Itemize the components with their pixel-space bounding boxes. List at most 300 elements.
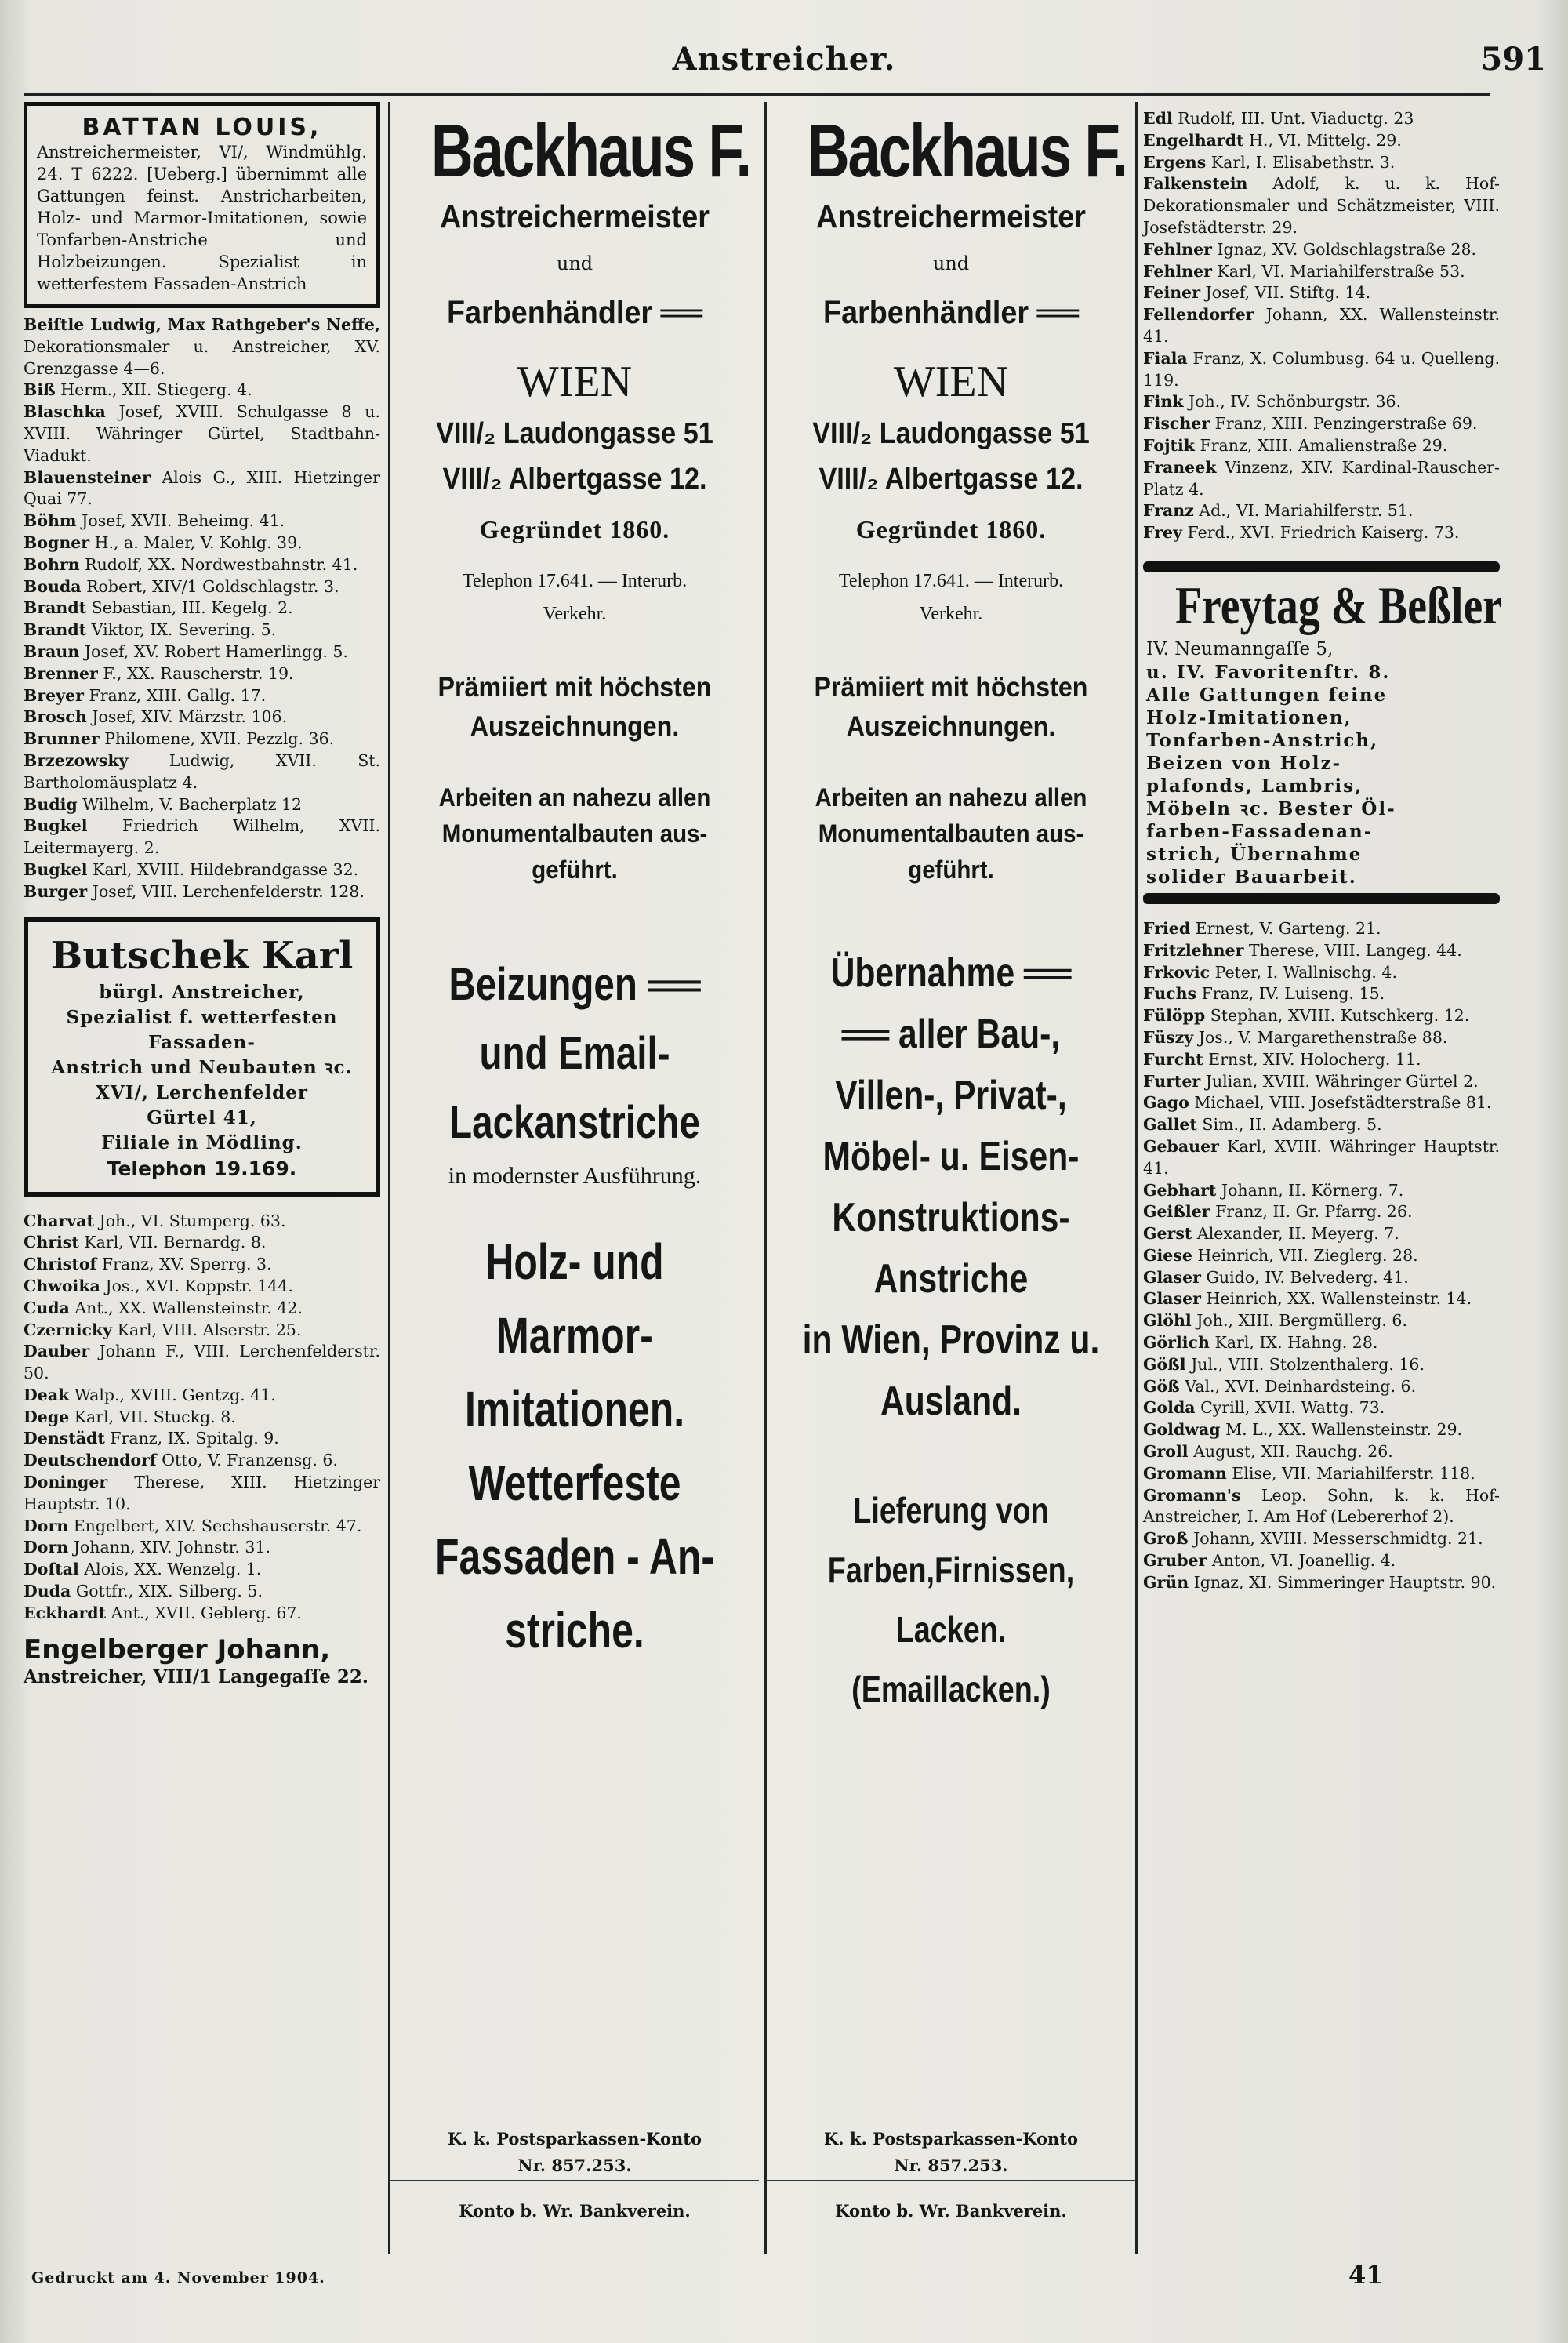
ad-brand: Backhaus F. (807, 109, 1127, 193)
entry-name: Fülöpp (1143, 1006, 1206, 1026)
list-item (1143, 261, 1500, 283)
list-item (1143, 457, 1500, 501)
entry-text: Heinrich, VII. Zieglerg. 28. (1197, 1245, 1418, 1265)
freytag-line: strich, Übernahme (1146, 843, 1363, 865)
list-item (1143, 435, 1500, 457)
entry-text: Therese, VIII. Langeg. 44. (1248, 940, 1462, 960)
entry-text: H., a. Maler, V. Kohlg. 39. (94, 532, 303, 552)
entry-name: Doſtal (24, 1560, 79, 1579)
entry-text: Val., XVI. Deinhardsteing. 6. (1185, 1376, 1417, 1396)
entry-text: Johann, XIV. Johnstr. 31. (73, 1538, 270, 1557)
list-item (1143, 1223, 1500, 1245)
list-item (24, 663, 380, 685)
entry-text: Guido, IV. Belvederg. 41. (1206, 1267, 1409, 1287)
freytag-line: Möbeln ꝛc. Bester Öl- (1146, 797, 1396, 819)
entry-text: Gottfr., XIX. Silberg. 5. (75, 1582, 263, 1601)
list-item (24, 510, 380, 532)
entry-text: Stephan, XVIII. Kutschkerg. 12. (1210, 1006, 1470, 1026)
entry-text: Jos., V. Margarethenstraße 88. (1198, 1027, 1448, 1047)
entry-name: Gruber (1143, 1551, 1207, 1571)
entry-name: Furcht (1143, 1049, 1203, 1069)
freytag-line: plafonds, Lambris, (1146, 775, 1363, 797)
entry-text: Karl, IX. Hahng. 28. (1214, 1333, 1378, 1353)
entry-text: Karl, VII. Stuckg. 8. (74, 1407, 236, 1426)
entry-text: August, XII. Rauchg. 26. (1193, 1442, 1393, 1462)
battan-name: BATTAN LOUIS, (82, 114, 322, 141)
ad-line: Marmor- (496, 1307, 653, 1364)
ad-line: Übernahme ══ (830, 950, 1072, 996)
list-item (24, 1298, 380, 1320)
entry-name: Gößl (1143, 1354, 1186, 1374)
entry-name: Dorn (24, 1516, 69, 1535)
list-item (24, 619, 380, 641)
entry-name: Blaschka (24, 402, 106, 422)
ad-address-1: VIII/₂ Laudongasse 51 (436, 417, 713, 450)
list-item (24, 532, 380, 554)
entry-name: Doninger (24, 1473, 108, 1492)
entry-name: Franeek (1143, 457, 1217, 477)
entry-text: Adolf, k. u. k. Hof-Dekorationsmaler und Schätzmeister, VIII. Josefstädterstr. 29. (1143, 174, 1500, 237)
entry-name: Christ (24, 1233, 79, 1252)
entry-text: Karl, XVIII. Hildebrandgasse 32. (93, 859, 359, 879)
entry-name: Frkovic (1143, 962, 1210, 982)
entry-name: Bouda (24, 576, 82, 596)
engelberger-name: Engelberger Johann, (24, 1633, 331, 1666)
entry-name: Gago (1143, 1093, 1189, 1113)
entry-name: Bugkel (24, 859, 88, 879)
entry-text: Josef, XIV. Märzstr. 106. (92, 707, 288, 727)
ad-works-2: Monumentalbauten aus- (441, 819, 708, 848)
entry-name: Deak (24, 1385, 70, 1404)
list-item (24, 750, 380, 794)
freytag-line: Alle Gattungen feine (1146, 684, 1388, 706)
list-item (24, 1537, 380, 1559)
list-item (24, 1581, 380, 1603)
entry-text: Ignaz, XV. Goldschlagstraße 28. (1217, 239, 1477, 259)
list-item (24, 1603, 380, 1625)
entry-name: Dauber (24, 1342, 90, 1361)
entry-text: Ant., XX. Wallensteinstr. 42. (74, 1298, 303, 1317)
entry-name: Fojtik (1143, 435, 1195, 455)
entry-name: Fehlner (1143, 239, 1212, 259)
entry-name: Eckhardt (24, 1603, 107, 1622)
list-item (1143, 918, 1500, 940)
entry-text: Karl, VII. Bernardg. 8. (84, 1233, 267, 1252)
list-item (24, 859, 380, 881)
engelberger-text: Anstreicher, VIII/1 Langegaſſe 22. (24, 1666, 368, 1687)
entry-name: Fehlner (1143, 261, 1212, 281)
list-item (1143, 1441, 1500, 1463)
entry-text: Alois G., XIII. Hietzinger Quai 77. (24, 467, 380, 509)
entry-text: M. L., XX. Wallensteinstr. 29. (1225, 1420, 1463, 1440)
ad-city: WIEN (893, 358, 1009, 406)
list-item (24, 380, 380, 401)
entry-name: Brenner (24, 663, 98, 683)
freytag-line: Holz-Imitationen, (1146, 707, 1352, 728)
entry-name: Duda (24, 1582, 71, 1601)
butschek-line: Gürtel 41, (147, 1106, 257, 1128)
ad-dealer: Farbenhändler ══ (447, 294, 702, 330)
list-item (24, 1211, 380, 1233)
list-item (1143, 1550, 1500, 1572)
entry-text: Ad., VI. Mariahilferstr. 51. (1199, 501, 1414, 521)
entry-name: Gebauer (1143, 1136, 1219, 1156)
ad-line: ══ aller Bau-, (841, 1012, 1061, 1057)
ad-bank-3: Konto b. Wr. Bankverein. (459, 2201, 691, 2221)
freytag-line: u. IV. Favoritenſtr. 8. (1146, 661, 1391, 683)
entry-text: Franz, II. Gr. Pfarrg. 26. (1215, 1202, 1413, 1222)
ad-line: Möbel- u. Eisen- (822, 1134, 1080, 1179)
entry-text: Johann, II. Körnerg. 7. (1221, 1180, 1404, 1200)
entry-text: Heinrich, XX. Wallensteinstr. 14. (1206, 1289, 1472, 1309)
butschek-phone: Telephon 19.169. (107, 1157, 297, 1180)
list-item (1143, 1288, 1500, 1310)
list-item (24, 1232, 380, 1254)
list-item (1143, 239, 1500, 261)
entry-text: Ferd., XVI. Friedrich Kaiserg. 73. (1187, 523, 1460, 543)
entry-text: Sebastian, III. Kegelg. 2. (91, 598, 293, 618)
entry-name: Deutschendorf (24, 1451, 157, 1470)
entry-name: Goldwag (1143, 1420, 1221, 1440)
list-item (1143, 348, 1500, 392)
ad-line: Holz- und (485, 1233, 664, 1290)
entry-name: Geißler (1143, 1202, 1210, 1222)
entry-text: Rudolf, XX. Nordwestbahnstr. 41. (85, 554, 358, 574)
ad-works-1: Arbeiten an nahezu allen (438, 783, 711, 812)
entry-text: Johann F., VIII. Lerchenfelderstr. 50. (24, 1342, 380, 1383)
ad-line: Villen-, Privat-, (835, 1073, 1067, 1118)
entry-name: Bohrn (24, 554, 80, 574)
list-item (1143, 1092, 1500, 1114)
entry-name: Gallet (1143, 1115, 1197, 1135)
entry-text: Franz, IV. Luiseng. 15. (1201, 984, 1385, 1004)
ad-founded: Gegründet 1860. (855, 515, 1047, 543)
entry-name: Giese (1143, 1245, 1192, 1265)
ad-rule (767, 2180, 1135, 2181)
ad-line: Lackanstriche (449, 1097, 700, 1148)
list-item (1143, 1310, 1500, 1332)
entry-name: Czernicky (24, 1320, 113, 1339)
freytag-line: Beizen von Holz- (1146, 752, 1342, 774)
list-item (1143, 1354, 1500, 1376)
battan-body: Anstreichermeister, VI/, Windmühlg. 24. T 6222. [Ueberg.] übernimmt alle Gattungen feinst. Anstricharbeiten, Holz- und Marmor-Imitationen, sowie Tonfarben-Anstriche und Holzbeizungen. Spezialist in wetterfestem Fassaden-Anstrich (37, 143, 367, 293)
entry-text: Rudolf, III. Unt. Viaductg. 23 (1178, 109, 1414, 128)
entry-text: Engelbert, XIV. Sechshauserstr. 47. (73, 1516, 362, 1535)
list-item (1143, 522, 1500, 544)
freytag-line: Tonfarben-Anstrich, (1146, 729, 1379, 751)
entry-name: Golda (1143, 1398, 1196, 1418)
list-item (24, 728, 380, 750)
signature-number: 41 (1348, 2260, 1384, 2290)
ad-works-3: geführt. (908, 855, 994, 884)
entry-name: Glaser (1143, 1267, 1201, 1287)
freytag-line: solider Bauarbeit. (1146, 866, 1357, 888)
list-item (24, 1516, 380, 1538)
entry-text: Friedrich Wilhelm, XVII. Leitermayerg. 2. (24, 816, 380, 858)
entry-name: Groß (1143, 1529, 1189, 1549)
battan-ad-box (24, 102, 380, 308)
entry-text: Jul., VIII. Stolzenthalerg. 16. (1191, 1354, 1425, 1374)
entry-name: Fellendorfer (1143, 305, 1254, 325)
list-item (24, 881, 380, 903)
entry-name: Fink (1143, 392, 1184, 412)
list-item (1143, 1027, 1500, 1049)
page-heading: Anstreicher. (672, 41, 896, 78)
entry-name: Brzezowsky (24, 750, 129, 770)
freytag-line: farben-Fassadenan- (1146, 820, 1374, 842)
list-item (1143, 1463, 1500, 1485)
list-item (1143, 1528, 1500, 1550)
entry-text: Johann, XVIII. Messerschmidtg. 21. (1193, 1529, 1483, 1549)
list-item (24, 1341, 380, 1385)
ad-address-2: VIII/₂ Albertgasse 12. (818, 463, 1083, 496)
butschek-line: XVI/, Lerchenfelder (96, 1081, 308, 1103)
list-item (24, 1276, 380, 1298)
entry-name: Braun (24, 641, 80, 661)
entry-name: Burger (24, 881, 88, 901)
entry-text: Robert, XIV/1 Goldschlagstr. 3. (86, 576, 339, 596)
list-item (24, 1385, 380, 1407)
entry-name: Blauensteiner (24, 467, 151, 487)
entry-text: Philomene, XVII. Pezzlg. 36. (104, 729, 335, 749)
butschek-line: Anstrich und Neubauten ꝛc. (51, 1056, 353, 1078)
entry-text: Franz, XV. Sperrg. 3. (101, 1255, 272, 1274)
header-rule (24, 93, 1490, 96)
left-entries-top (24, 314, 380, 903)
entry-text: Franz, IX. Spitalg. 9. (110, 1429, 279, 1448)
ad-line: Ausland. (880, 1379, 1022, 1424)
entry-text: Viktor, IX. Severing. 5. (91, 620, 277, 640)
entry-text: Josef, XVIII. Schulgasse 8 u. XVIII. Währinger Gürtel, Stadtbahn-Viadukt. (24, 402, 380, 465)
entry-name: Gebhart (1143, 1180, 1217, 1200)
entry-text: Ignaz, XI. Simmeringer Hauptstr. 90. (1193, 1572, 1497, 1592)
entry-name: Groll (1143, 1442, 1189, 1462)
backhaus-ad-right (764, 102, 1138, 2254)
list-item (1143, 1397, 1500, 1419)
ad-line: (Emaillacken.) (851, 1669, 1051, 1709)
entry-name: Chwoika (24, 1276, 100, 1295)
entry-name: Fuchs (1143, 984, 1197, 1004)
ad-phone: Telephon 17.641. — Interurb. (462, 571, 688, 591)
butschek-ad-box (24, 917, 380, 1197)
ad-founded: Gegründet 1860. (479, 515, 670, 543)
list-item (24, 707, 380, 728)
entry-text: Karl, VI. Mariahilferstraße 53. (1217, 261, 1465, 281)
entry-name: Falkenstein (1143, 174, 1248, 194)
list-item (1143, 1180, 1500, 1202)
entry-name: Denstädt (24, 1429, 105, 1448)
ad-line: Konstruktions- (832, 1195, 1070, 1241)
entry-text: F., XX. Rauscherstr. 19. (103, 663, 294, 683)
entry-name: Fritzlehner (1143, 940, 1244, 960)
entry-name: Fried (1143, 918, 1191, 938)
ad-bar-bottom (1143, 893, 1500, 904)
backhaus-ad-left (388, 102, 759, 2254)
entry-name: Füszy (1143, 1027, 1194, 1047)
entry-text: Julian, XVIII. Währinger Gürtel 2. (1205, 1071, 1479, 1091)
ad-brand: Backhaus F. (430, 109, 750, 193)
ad-line: in Wien, Provinz u. (802, 1317, 1100, 1363)
entry-name: Gromann (1143, 1463, 1227, 1483)
entry-text: Franz, XIII. Amalienstraße 29. (1200, 435, 1448, 455)
ad-line: striche. (505, 1602, 644, 1658)
ad-address-2: VIII/₂ Albertgasse 12. (442, 463, 707, 496)
ad-phone-2: Verkehr. (919, 604, 983, 624)
entry-text: Josef, XVII. Beheimg. 41. (82, 511, 285, 531)
ad-award-1: Prämiiert mit höchsten (814, 672, 1088, 703)
ad-works-2: Monumentalbauten aus- (818, 819, 1084, 848)
ad-bank-1: K. k. Postsparkassen-Konto (448, 2129, 702, 2149)
list-item (1143, 1005, 1500, 1027)
ad-line: Beizungen ══ (448, 959, 701, 1010)
ad-bank-3: Konto b. Wr. Bankverein. (835, 2201, 1067, 2221)
list-item (1143, 1114, 1500, 1136)
entry-name: Christof (24, 1255, 97, 1274)
entry-text: Ant., XVII. Geblerg. 67. (111, 1603, 302, 1622)
entry-text: Herm., XII. Stiegerg. 4. (60, 380, 252, 400)
entry-name: Fiala (1143, 348, 1188, 368)
list-item (1143, 983, 1500, 1005)
entry-name: Glaser (1143, 1289, 1201, 1309)
list-item (1143, 1136, 1500, 1180)
entry-text: Karl, XVIII. Währinger Hauptstr. 41. (1143, 1136, 1500, 1178)
list-item (24, 467, 380, 511)
ad-bar-top (1143, 561, 1500, 572)
entry-name: Budig (24, 794, 78, 814)
entry-text: Joh., VI. Stumperg. 63. (99, 1211, 286, 1230)
left-column (24, 102, 380, 2250)
left-entries-bottom (24, 1211, 380, 1625)
entry-name: Grün (1143, 1572, 1189, 1592)
list-item (1143, 152, 1500, 174)
ad-line: Imitationen. (464, 1381, 685, 1437)
entry-text: Karl, I. Elisabethstr. 3. (1210, 152, 1396, 172)
entry-text: Peter, I. Wallnischg. 4. (1214, 962, 1397, 982)
entry-name: Göß (1143, 1376, 1180, 1396)
list-item (24, 1559, 380, 1581)
list-item (1143, 500, 1500, 522)
entry-name: Brandt (24, 620, 87, 640)
ad-line: Farben,Firnissen, (827, 1549, 1075, 1590)
entry-name: Charvat (24, 1211, 94, 1230)
page-number: 591 (1480, 41, 1546, 78)
entry-text: Sim., II. Adamberg. 5. (1202, 1115, 1382, 1135)
ad-phone-2: Verkehr. (543, 604, 607, 624)
ad-award-2: Auszeichnungen. (470, 711, 680, 742)
entry-name: Böhm (24, 511, 77, 531)
butschek-name: Butschek Karl (50, 933, 354, 978)
entry-text: Jos., XVI. Koppstr. 144. (105, 1276, 293, 1295)
freytag-name: Freytag & Beßler (1174, 575, 1502, 635)
entry-text: Johann, XX. Wallensteinstr. 41. (1143, 305, 1500, 346)
ad-line-small: in modernster Ausführung. (448, 1163, 702, 1189)
ad-rule (390, 2180, 759, 2181)
list-item (1143, 962, 1500, 984)
list-item (24, 1407, 380, 1429)
right-entries-top (1143, 108, 1500, 544)
ad-bank-1: K. k. Postsparkassen-Konto (824, 2129, 1078, 2149)
entry-name: Feiner (1143, 283, 1201, 303)
list-item (1143, 282, 1500, 304)
ad-line: und Email- (479, 1028, 670, 1079)
entry-name: Franz (1143, 501, 1194, 521)
entry-text: Franz, X. Columbusg. 64 u. Quelleng. 119. (1143, 348, 1500, 390)
list-item (1143, 1572, 1500, 1594)
entry-name: Bugkel (24, 816, 88, 836)
entry-name: Gerst (1143, 1224, 1192, 1244)
engelberger-entry (24, 1634, 380, 1689)
list-item (24, 816, 380, 859)
ad-line: Anstriche (873, 1256, 1029, 1302)
list-item (1143, 391, 1500, 413)
list-item (1143, 940, 1500, 962)
list-item (1143, 108, 1500, 130)
right-column (1143, 102, 1500, 2250)
list-item (1143, 173, 1500, 238)
entry-text: Vinzenz, XIV. Kardinal-Rauscher-Platz 4. (1143, 457, 1500, 499)
entry-name: Edl (1143, 109, 1173, 128)
entry-text: Joh., XIII. Bergmüllerg. 6. (1196, 1311, 1407, 1331)
entry-name: Ergens (1143, 152, 1207, 172)
right-entries-bottom (1143, 918, 1500, 1594)
print-date: Gedruckt am 4. November 1904. (31, 2269, 325, 2287)
freytag-ad (1143, 561, 1500, 904)
ad-bank-2: Nr. 857.253. (517, 2156, 632, 2175)
entry-name: Brosch (24, 707, 87, 727)
list-item (1143, 304, 1500, 348)
butschek-line: bürgl. Anstreicher, (99, 981, 305, 1003)
entry-name: Glöhl (1143, 1311, 1192, 1331)
list-item (1143, 1071, 1500, 1093)
list-item (24, 1450, 380, 1472)
entry-text: Ludwig, XVII. St. Bartholomäusplatz 4. (24, 750, 380, 792)
entry-name: Görlich (1143, 1333, 1210, 1353)
entry-text: Dekorationsmaler u. Anstreicher, XV. Grenzgasse 4—6. (24, 336, 380, 378)
list-item (1143, 1267, 1500, 1289)
ad-master: Anstreichermeister (816, 198, 1086, 234)
butschek-line: Filiale in Mödling. (101, 1132, 303, 1153)
entry-text: Alois, XX. Wenzelg. 1. (84, 1560, 262, 1579)
entry-name: Dorn (24, 1538, 69, 1557)
list-item (24, 576, 380, 598)
list-item (1143, 1332, 1500, 1354)
entry-text: Michael, VIII. Josefstädterstraße 81. (1194, 1093, 1492, 1113)
ad-address-1: VIII/₂ Laudongasse 51 (812, 417, 1090, 450)
ad-dealer: Farbenhändler ══ (823, 294, 1079, 330)
entry-name: Bogner (24, 532, 90, 552)
list-item (1143, 413, 1500, 435)
entry-name: Engelhardt (1143, 130, 1244, 150)
entry-name: Cuda (24, 1298, 70, 1317)
entry-name: Fischer (1143, 414, 1210, 434)
entry-text: Cyrill, XVII. Wattg. 73. (1200, 1398, 1385, 1418)
entry-text: Leop. Sohn, k. k. Hof-Anstreicher, I. Am Hof (Lebererhof 2). (1143, 1485, 1500, 1527)
ad-city: WIEN (517, 358, 633, 406)
entry-text: Joh., IV. Schönburgstr. 36. (1188, 392, 1402, 412)
entry-text: Otto, V. Franzensg. 6. (162, 1451, 338, 1470)
entry-text: Ernst, XIV. Holocherg. 11. (1208, 1049, 1421, 1069)
ad-works-3: geführt. (532, 855, 618, 884)
list-item (1143, 1419, 1500, 1441)
entry-text: Anton, VI. Joanellig. 4. (1211, 1551, 1396, 1571)
ad-phone: Telephon 17.641. — Interurb. (838, 571, 1064, 591)
entry-name: Brandt (24, 598, 87, 618)
list-item (1143, 1485, 1500, 1529)
list-item (24, 554, 380, 576)
ad-works-1: Arbeiten an nahezu allen (815, 783, 1087, 812)
list-item (24, 1254, 380, 1276)
list-item (24, 401, 380, 467)
